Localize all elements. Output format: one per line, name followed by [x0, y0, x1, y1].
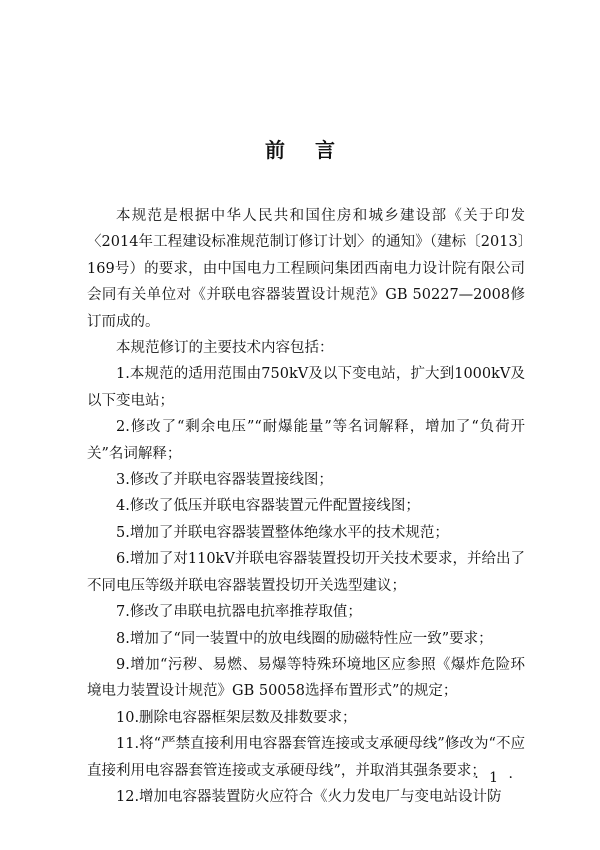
- page-title: 前言: [265, 138, 365, 162]
- list-item-11: 11.将“严禁直接利用电容器套管连接或支承硬母线”修改为“不应直接利用电容器套管连接或支承硬母线”，并取消其强条要求；: [87, 736, 525, 779]
- list-item-4: 4.修改了低压并联电容器装置元件配置接线图；: [116, 498, 420, 515]
- body-text: [87, 203, 525, 810]
- list-item-6: 6.增加了对110kV并联电容器装置投切开关技术要求，并给出了不同电压等级并联电容器装置投切开关选型建议；: [87, 551, 525, 594]
- paragraph-intro: 本规范是根据中华人民共和国住房和城乡建设部《关于印发〈2014年工程建设标准规范制订修订计划〉的通知》（建标〔2013〕169号）的要求，由中国电力工程顾问集团西南电力设计院有限公司会同有关单位对《并联电容器装置设计规范》GB 50227—2008修订而成的。: [87, 208, 525, 330]
- page-number: · 1 ·: [474, 770, 516, 786]
- list-item-7: 7.修改了串联电抗器电抗率推荐取值；: [116, 604, 362, 621]
- list-item-1: 1.本规范的适用范围由750kV及以下变电站，扩大到1000kV及以下变电站；: [87, 366, 525, 409]
- list-item-9: 9.增加“污秽、易燃、易爆等特殊环境地区应参照《爆炸危险环境电力装置设计规范》GB 50058选择布置形式”的规定；: [87, 656, 525, 700]
- list-item-5: 5.增加了并联电容器装置整体绝缘水平的技术规范；: [116, 524, 449, 541]
- list-item-8: 8.增加了“同一装置中的放电线圈的励磁特性应一致”要求；: [116, 630, 493, 647]
- list-item-2: 2.修改了“剩余电压”“耐爆能量”等名词解释，增加了“负荷开关”名词解释；: [87, 419, 525, 462]
- list-item-12: 12.增加电容器装置防火应符合《火力发电厂与变电站设计防: [116, 788, 502, 805]
- paragraph-summary: 本规范修订的主要技术内容包括：: [116, 340, 334, 357]
- list-item-10: 10.删除电容器框架层数及排数要求；: [116, 709, 357, 726]
- list-item-3: 3.修改了并联电容器装置接线图；: [116, 472, 333, 489]
